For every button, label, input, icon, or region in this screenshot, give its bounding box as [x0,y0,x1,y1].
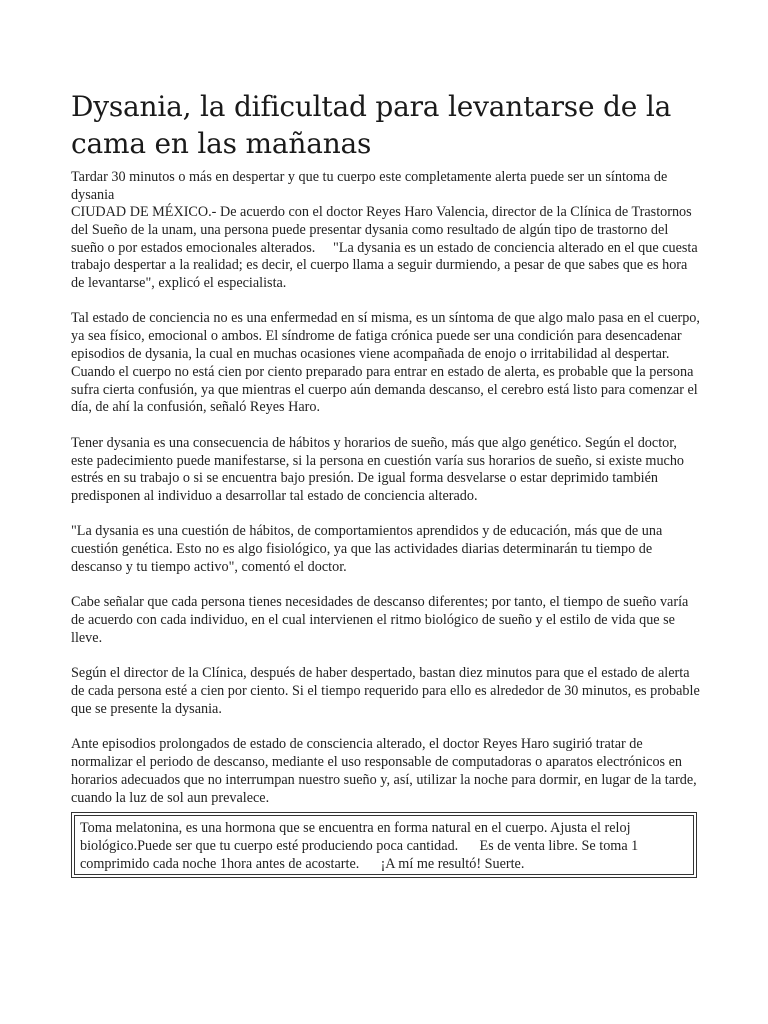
comment-box [71,812,697,878]
article-paragraph: Ante episodios prolongados de estado de consciencia alterado, el doctor Reyes Haro sugirió tratar de normalizar el periodo de descanso, mediante el uso responsable de computadoras o aparatos electrónicos en horarios adecuados que no interrumpan nuestro sueño y, así, utilizar la noche para dormir, en lugar de la tarde, cuando la luz de sol aun prevalece. [71,736,697,806]
article-body [71,204,704,807]
article-paragraph: CIUDAD DE MÉXICO.- De acuerdo con el doctor Reyes Haro Valencia, director de la Clínica de Trastornos del Sueño de la unam, una persona puede presentar dysania como resultado de algún tipo de trastorno del sueño o por estados emocionales alterados. "La dysania es un estado de conciencia alterado en el que cuesta trabajo despertar a la realidad; es decir, el cuerpo llama a seguir durmiendo, a pesar de que sabes que es hora de levantarse", explicó el especialista. [71,204,702,292]
article-paragraph: Cabe señalar que cada persona tienes necesidades de descanso diferentes; por tanto, el tiempo de sueño varía de acuerdo con cada individuo, en el cual intervienen el ritmo biológico de sueño y el estilo de vida que se lleve. [71,594,689,646]
article-paragraph: "La dysania es una cuestión de hábitos, de comportamientos aprendidos y de educación, más que de una cuestión genética. Esto no es algo fisiológico, ya que las actividades diarias determinarán tu tiempo de descanso y tu tiempo activo", comentó el doctor. [71,523,663,576]
article-subtitle: Tardar 30 minutos o más en despertar y que tu cuerpo este completamente alerta puede ser un síntoma de dysania [71,169,668,203]
article-paragraph: Según el director de la Clínica, después de haber despertado, bastan diez minutos para que el estado de alerta de cada persona esté a cien por ciento. Si el tiempo requerido para ello es alrededor de 30 minutos, es probable que se presente la dysania. [71,665,700,717]
comment-text: Toma melatonina, es una hormona que se encuentra en forma natural en el cuerpo. Ajusta el reloj biológico.Puede ser que tu cuerpo esté produciendo poca cantidad. Es de venta libre. Se toma 1 comprimido cada noche 1hora antes de acostarte. ¡A mí me resultó! Suerte. [74,815,694,875]
article-paragraph: Tal estado de conciencia no es una enfermedad en sí misma, es un síntoma de que algo malo pasa en el cuerpo, ya sea físico, emocional o ambos. El síndrome de fatiga crónica puede ser una condición para desencadenar episodios de dysania, la cual en muchas ocasiones viene acompañada de enojo o irritabilidad al despertar. Cuando el cuerpo no está cien por ciento preparado para entrar en estado de alerta, es probable que la persona sufra cierta confusión, ya que mientras el cuerpo aún demanda descanso, el cerebro está listo para comenzar el día, de ahí la confusión, señaló Reyes Haro. [71,310,704,416]
article-paragraph: Tener dysania es una consecuencia de hábitos y horarios de sueño, más que algo genético. Según el doctor, este padecimiento puede manifestarse, si la persona en cuestión varía sus horarios de sueño, si existe mucho estrés en su trabajo o si se encuentra bajo presión. De igual forma desvelarse o estar deprimido también predisponen al individuo a desarrollar tal estado de conciencia alterado. [71,434,685,505]
document-page [71,88,704,807]
article-title: Dysania, la dificultad para levantarse de la cama en las mañanas [71,90,672,160]
